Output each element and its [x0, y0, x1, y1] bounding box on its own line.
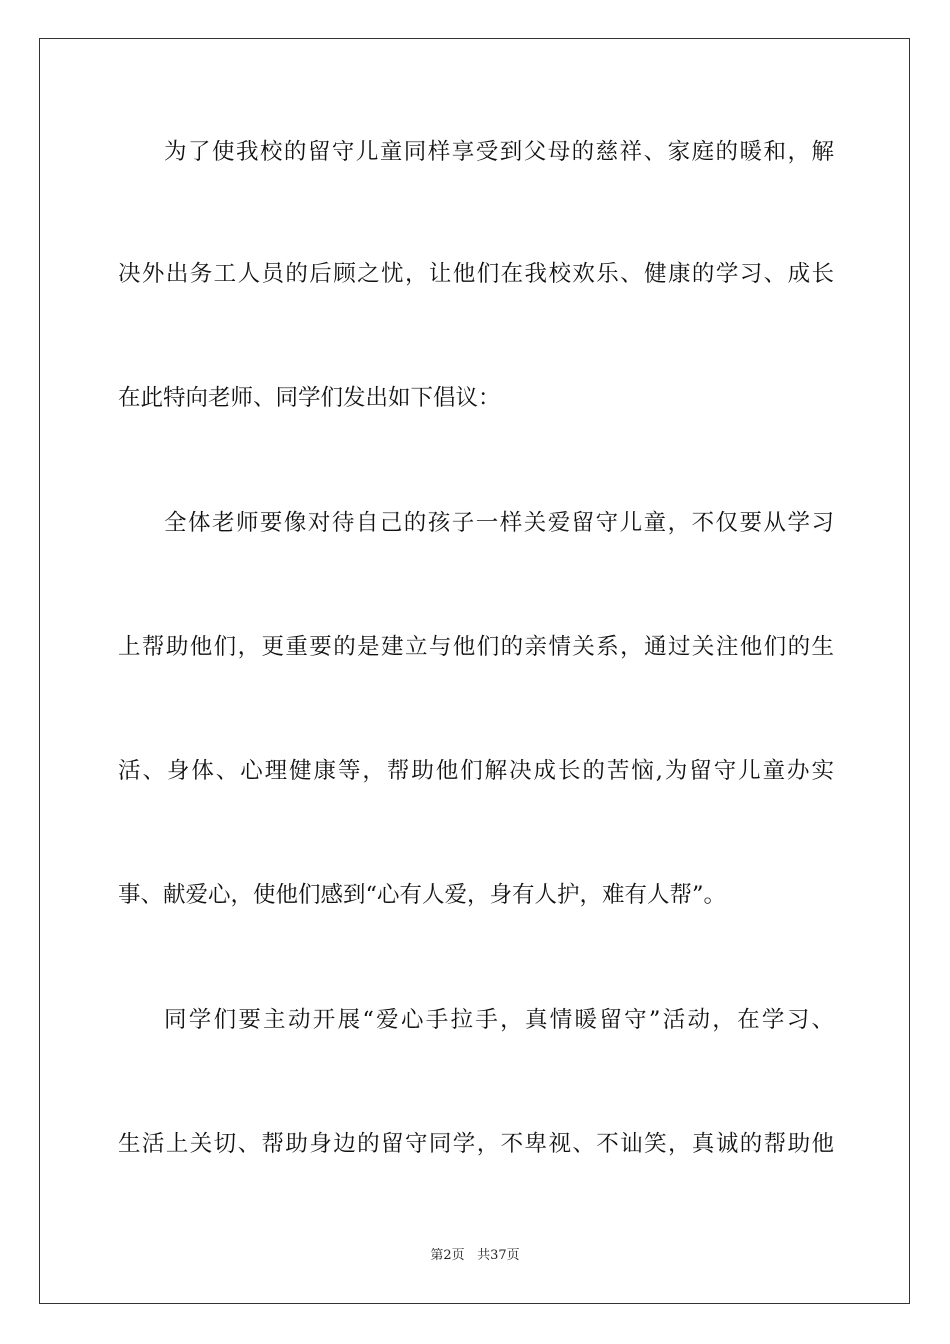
page-border — [39, 38, 910, 1304]
paragraph-2-line-2: 上帮助他们，更重要的是建立与他们的亲情关系，通过关注他们的生 — [118, 634, 834, 660]
paragraph-3-line-2: 生活上关切、帮助身边的留守同学，不卑视、不讪笑，真诚的帮助他 — [118, 1131, 834, 1157]
page-number: 第2页 — [430, 1248, 465, 1263]
paragraph-2-line-4: 事、献爱心，使他们感到“心有人爱，身有人护，难有人帮”。 — [118, 882, 727, 908]
page-footer — [0, 1247, 950, 1265]
paragraph-2-line-1: 全体老师要像对待自己的孩子一样关爱留守儿童，不仅要从学习 — [164, 510, 834, 536]
paragraph-3-line-1: 同学们要主动开展“爱心手拉手，真情暖留守”活动，在学习、 — [164, 1007, 834, 1033]
paragraph-2-line-3: 活、身体、心理健康等，帮助他们解决成长的苦恼,为留守儿童办实 — [118, 758, 834, 784]
paragraph-1-line-1: 为了使我校的留守儿童同样享受到父母的慈祥、家庭的暖和，解 — [164, 139, 834, 165]
paragraph-1-line-3: 在此特向老师、同学们发出如下倡议： — [118, 385, 501, 411]
paragraph-1-line-2: 决外出务工人员的后顾之忧，让他们在我校欢乐、健康的学习、成长 — [118, 261, 834, 287]
page-total: 共37页 — [477, 1248, 520, 1263]
